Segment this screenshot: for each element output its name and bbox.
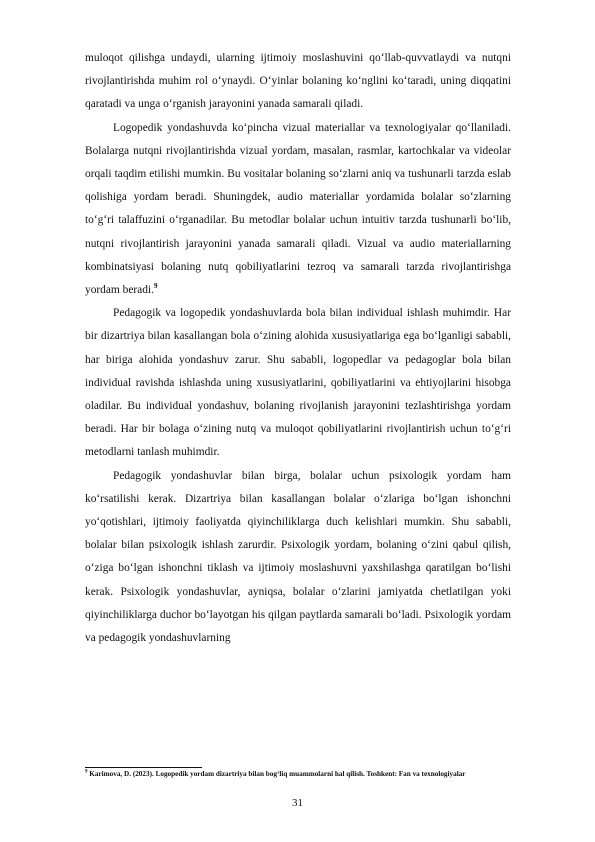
footnote-reference[interactable]: 9 <box>153 282 158 291</box>
paragraph-3-text: Pedagogik va logopedik yondashuvlarda bola bilan individual ishlash muhimdir. Har bir dizartriya bilan kasallangan bola o‘zining alohida xususiyatlariga ega bo‘lganligi sababli, har biriga alohida yondashuv zarur. Shu sababli, logopedlar va pedagoglar bola bilan individual ravishda ishlashda uning xususiyatlarini, qobiliyatlarini va ehtiyojlarini hisobga oladilar. Bu individual yondashuv, bolaning rivojlanish jarayonini tezlashtirishga yordam beradi. Har bir bolaga o‘zining nutq va muloqot qobiliyatlarini rivojlantirish uchun to‘g‘ri metodlarni tanlash muhimdir. <box>85 307 511 459</box>
footnote <box>85 770 511 780</box>
paragraph-4-text: Pedagogik yondashuvlar bilan birga, bolalar uchun psixologik yordam ham ko‘rsatilishi kerak. Dizartriya bilan kasallangan bolalar o‘zlariga bo‘lgan ishonchni yo‘qotishlari, ijtimoiy faoliyatda qiyinchiliklarga duch kelishlari mumkin. Shu sababli, bolalar bilan psixologik ishlash zarurdir. Psixologik yordam, bolaning o‘zini qabul qilish, o‘ziga bo‘lgan ishonchni tiklash va ijtimoiy moslashuvni yaxshilashga qaratilgan bo‘lishi kerak. Psixologik yondashuvlar, ayniqsa, bolalar o‘zlarini jamiyatda chetlatilgan yoki qiyinchiliklarga duchor bo‘layotgan his qilgan paytlarda samarali bo‘ladi. Psixologik yordam va pedagogik yondashuvlarning <box>85 469 511 645</box>
paragraph-1-text: muloqot qilishga undaydi, ularning ijtimoiy moslashuvini qo‘llab-quvvatlaydi va nutqni rivojlantirishda muhim rol o‘ynaydi. O‘yinlar bolaning ko‘nglini ko‘taradi, uning diqqatini qaratadi va unga o‘rganish jarayonini yanada samarali qiladi. <box>85 52 511 111</box>
paragraph-2-text: Logopedik yondashuvda ko‘pincha vizual materiallar va texnologiyalar qo‘llaniladi. Bolalarga nutqni rivojlantirishda vizual yordam, masalan, rasmlar, kartochkalar va videolar orqali taqdim etilishi mumkin. Bu vositalar bolaning so‘zlarni aniq va tushunarli tarzda eslab qolishiga yordam beradi. Shuningdek, audio materiallar yordamida bolalar so‘zlarning to‘g‘ri talaffuzini o‘rganadilar. Bu metodlar bolalar uchun intuitiv tarzda tushunarli bo‘lib, nutqni rivojlantirish jarayonini yanada samarali qiladi. Vizual va audio materiallarning kombinatsiyasi bolaning nutq qobiliyatlarini tezroq va samarali tarzda rivojlantirishga yordam beradi. <box>85 121 511 297</box>
footnote-divider <box>85 767 202 768</box>
footnote-number: 9 <box>85 769 88 775</box>
footnote-text: Karimova, D. (2023). Logopedik yordam dizartriya bilan bog‘liq muammolarni hal qilish. Toshkent: Fan va texnologiyalar <box>87 770 466 778</box>
paragraph-1 <box>85 47 511 117</box>
page-number: 31 <box>292 797 303 809</box>
paragraph-4 <box>85 465 511 651</box>
paragraph-2 <box>85 117 511 303</box>
paragraph-3 <box>85 302 511 464</box>
body-text <box>85 47 511 650</box>
